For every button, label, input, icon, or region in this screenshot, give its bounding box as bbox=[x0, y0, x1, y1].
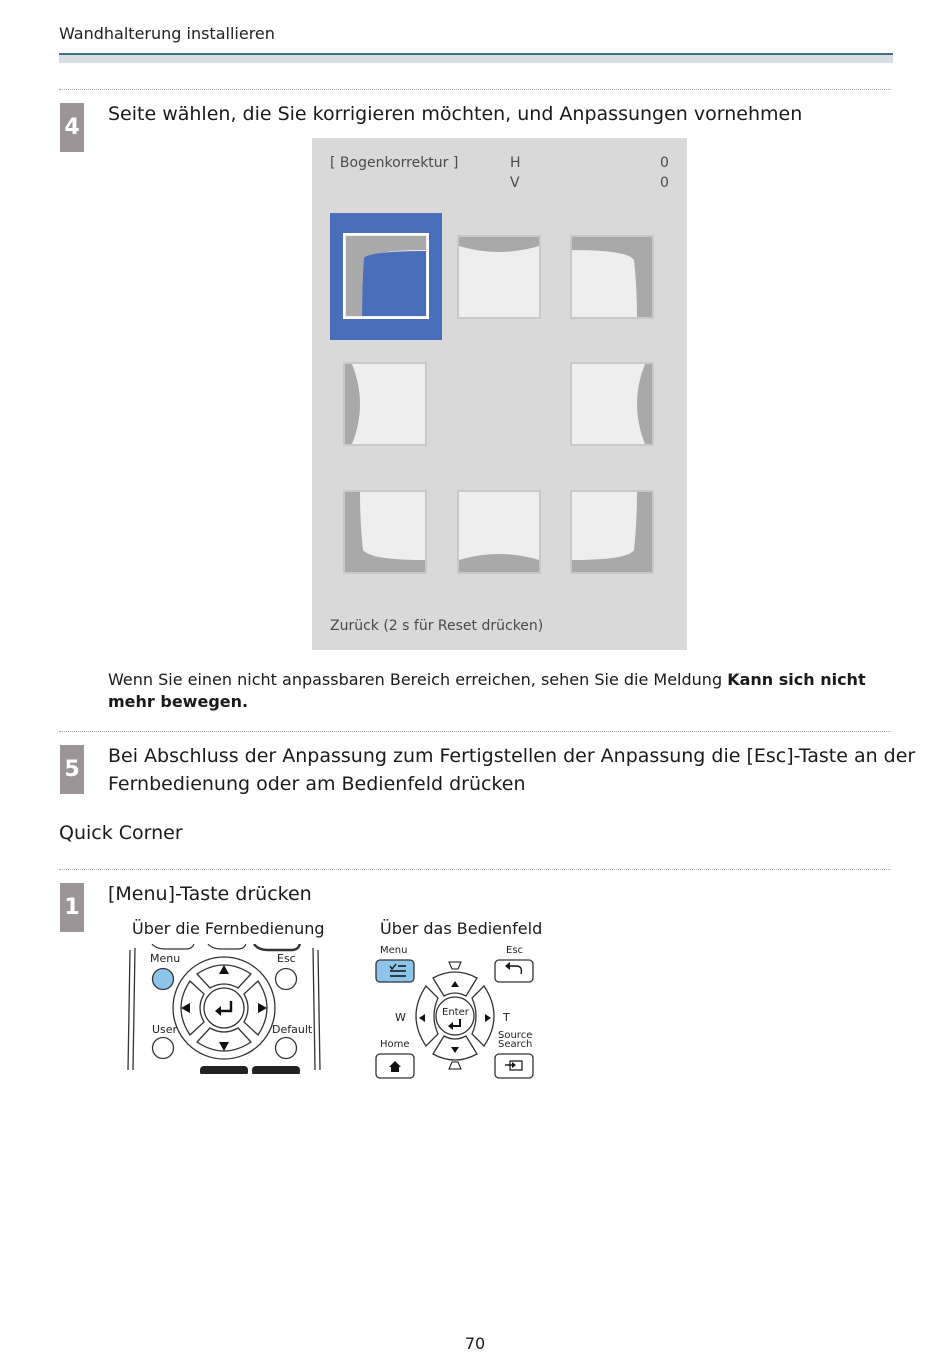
tile-bottom-right[interactable] bbox=[571, 491, 653, 573]
default-button[interactable] bbox=[276, 1038, 297, 1059]
tile-top-left[interactable] bbox=[344, 234, 428, 318]
step-5-line-1: Bei Abschluss der Anpassung zum Fertigstellen der Anpassung die [Esc]-Taste an der bbox=[108, 745, 916, 767]
osd-h-label: H bbox=[510, 155, 521, 171]
note-text: Wenn Sie einen nicht anpassbaren Bereich erreichen, sehen Sie die Meldung bbox=[108, 670, 728, 689]
user-button[interactable] bbox=[153, 1038, 174, 1059]
tile-left[interactable] bbox=[344, 363, 426, 445]
tile-top-right[interactable] bbox=[571, 236, 653, 318]
panel-esc-label: Esc bbox=[506, 945, 524, 956]
panel-enter-label: Enter bbox=[442, 1007, 469, 1018]
panel-esc-button[interactable] bbox=[495, 960, 533, 982]
osd-title: [ Bogenkorrektur ] bbox=[330, 155, 459, 171]
osd-v-value: 0 bbox=[660, 175, 669, 191]
step-number-badge: 4 bbox=[60, 103, 84, 152]
panel-right-button[interactable] bbox=[472, 986, 494, 1046]
divider bbox=[59, 89, 891, 90]
remote-control-illustration bbox=[126, 944, 322, 1074]
divider bbox=[59, 731, 891, 732]
header-band bbox=[59, 55, 893, 63]
osd-arc-correction-panel bbox=[312, 138, 687, 650]
remote-esc-label: Esc bbox=[277, 952, 296, 965]
tile-bottom[interactable] bbox=[458, 491, 540, 573]
page-number: 70 bbox=[464, 1334, 486, 1353]
panel-w-label: W bbox=[395, 1011, 406, 1024]
panel-t-label: T bbox=[503, 1011, 510, 1024]
remote-user-label: User bbox=[152, 1023, 178, 1036]
esc-button[interactable] bbox=[276, 969, 297, 990]
menu-button[interactable] bbox=[153, 969, 174, 990]
step-5-line-2: Fernbedienung oder am Bedienfeld drücken bbox=[108, 773, 526, 795]
control-panel-illustration bbox=[370, 944, 542, 1084]
tile-top[interactable] bbox=[458, 236, 540, 318]
divider bbox=[59, 869, 891, 870]
panel-source-label-line-1: Source bbox=[498, 1030, 533, 1041]
step-number-badge: 5 bbox=[60, 745, 84, 794]
note-paragraph bbox=[108, 669, 898, 713]
header-title: Wandhalterung installieren bbox=[59, 24, 275, 43]
panel-caption: Über das Bedienfeld bbox=[380, 919, 543, 938]
remote-menu-label: Menu bbox=[150, 952, 181, 965]
panel-menu-label: Menu bbox=[380, 945, 408, 956]
remote-caption: Über die Fernbedienung bbox=[132, 919, 325, 938]
panel-source-search-label bbox=[498, 1031, 532, 1049]
panel-home-label: Home bbox=[380, 1039, 410, 1050]
osd-v-label: V bbox=[510, 175, 520, 191]
enter-button[interactable] bbox=[204, 988, 244, 1028]
remote-default-label: Default bbox=[272, 1023, 313, 1036]
step-1-text: [Menu]-Taste drücken bbox=[108, 883, 312, 905]
step-4-text: Seite wählen, die Sie korrigieren möchten, und Anpassungen vornehmen bbox=[108, 103, 803, 125]
tile-right[interactable] bbox=[571, 363, 653, 445]
osd-graphics bbox=[312, 138, 687, 650]
section-title: Quick Corner bbox=[59, 822, 183, 844]
tile-bottom-left[interactable] bbox=[344, 491, 426, 573]
panel-source-label-line-2: Search bbox=[498, 1039, 533, 1050]
note-bold-message: Kann sich nicht mehr bewegen. bbox=[108, 670, 866, 711]
panel-left-button[interactable] bbox=[416, 986, 438, 1046]
osd-h-value: 0 bbox=[660, 155, 669, 171]
step-number-badge: 1 bbox=[60, 883, 84, 932]
osd-footer: Zurück (2 s für Reset drücken) bbox=[330, 618, 544, 634]
